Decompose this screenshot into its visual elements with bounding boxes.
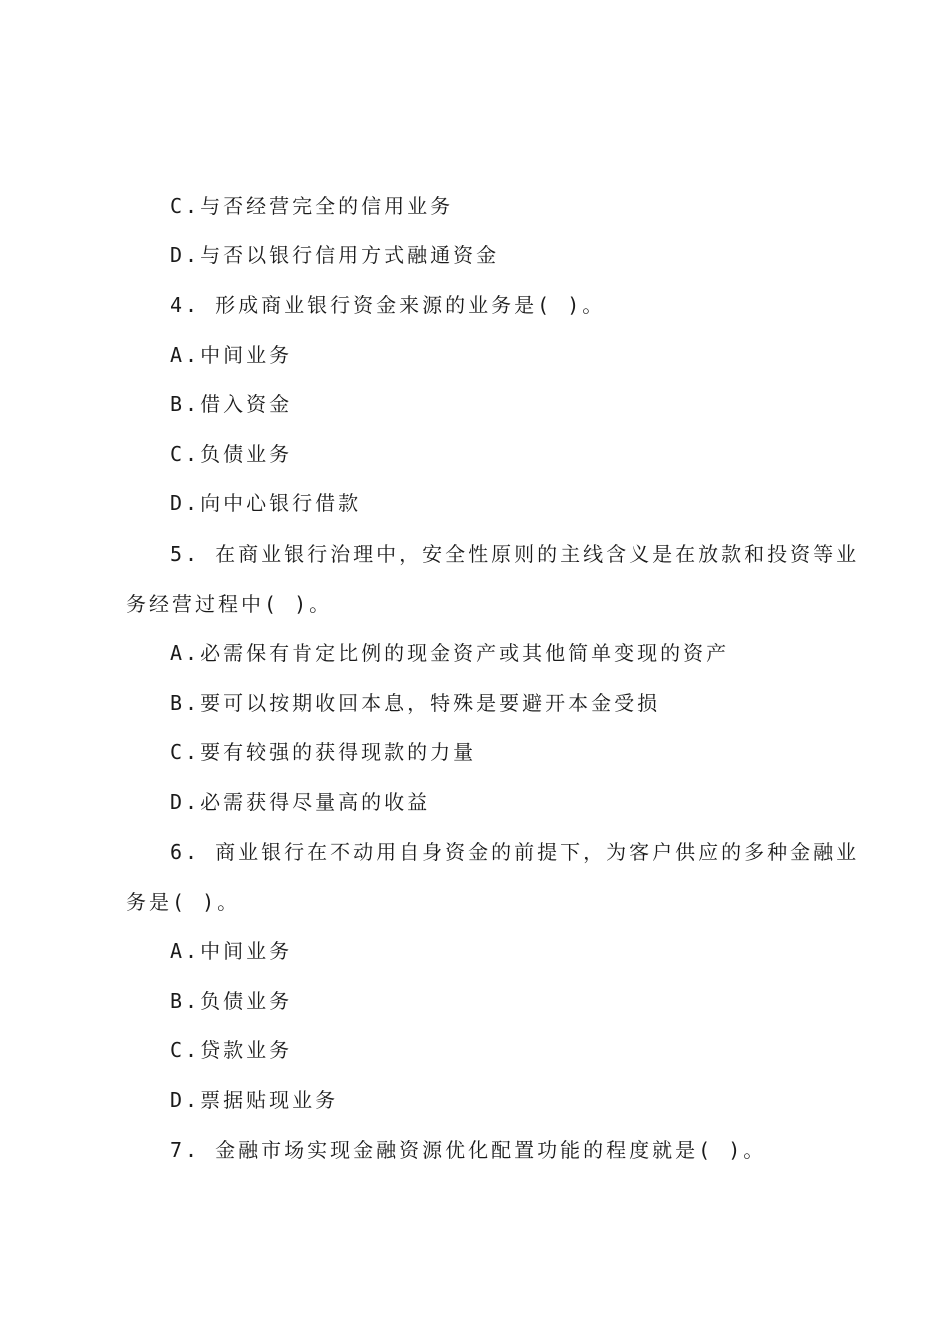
question-6-continued: 务是( )。 <box>126 890 241 914</box>
question-6: 6. 商业银行在不动用自身资金的前提下，为客户供应的多种金融业 <box>170 840 860 864</box>
option-6c: C.贷款业务 <box>170 1038 293 1062</box>
option-3c: C.与否经营完全的信用业务 <box>170 194 454 218</box>
option-6a: A.中间业务 <box>170 939 293 963</box>
question-5-continued: 务经营过程中( )。 <box>126 592 333 616</box>
option-4b: B.借入资金 <box>170 392 293 416</box>
question-4: 4. 形成商业银行资金来源的业务是( )。 <box>170 293 606 317</box>
option-5c: C.要有较强的获得现款的力量 <box>170 740 477 764</box>
option-6d: D.票据贴现业务 <box>170 1088 339 1112</box>
option-5d: D.必需获得尽量高的收益 <box>170 790 431 814</box>
option-3d: D.与否以银行信用方式融通资金 <box>170 243 500 267</box>
option-6b: B.负债业务 <box>170 989 293 1013</box>
question-7: 7. 金融市场实现金融资源优化配置功能的程度就是( )。 <box>170 1138 767 1162</box>
option-4c: C.负债业务 <box>170 442 293 466</box>
question-5: 5. 在商业银行治理中，安全性原则的主线含义是在放款和投资等业 <box>170 542 860 566</box>
option-4a: A.中间业务 <box>170 343 293 367</box>
option-5b: B.要可以按期收回本息，特殊是要避开本金受损 <box>170 691 661 715</box>
option-4d: D.向中心银行借款 <box>170 491 362 515</box>
option-5a: A.必需保有肯定比例的现金资产或其他简单变现的资产 <box>170 641 730 665</box>
